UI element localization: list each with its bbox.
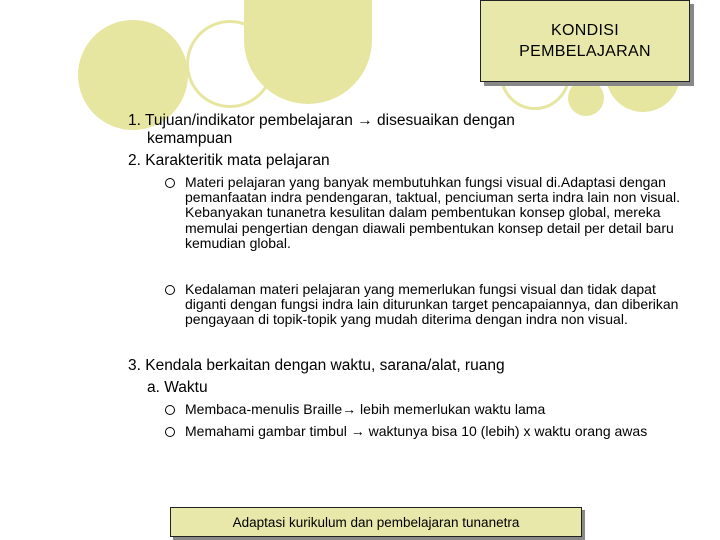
item-2-bullet-1-text: Materi pelajaran yang banyak membutuhkan fungsi visual di.Adaptasi dengan pemanfaatan indra pendengaran, taktual, penciuman serta indra lain non visual. Kebanyakan tunanetra kesulitan dalam pembentukan konsep global, mereka memulai pengertian dengan diawali pembentukan konsep detail per detail baru kemudian global. [185, 174, 680, 251]
item-2-bullet-2-text: Kedalaman materi pelajaran yang memerlukan fungsi visual dan tidak dapat diganti dengan fungsi indra lain diturunkan target pencapaiannya, dan diberikan pengayaan di topik-topik yang mudah diterima dengan indra non visual. [185, 281, 679, 328]
item-3-sub-heading: a. Waktu [147, 379, 208, 396]
bullet-circle-icon [165, 285, 175, 295]
item-1-line-2: kemampuan [147, 130, 233, 147]
footer-text: Adaptasi kurikulum dan pembelajaran tunanetra [232, 514, 520, 530]
item-2-heading: 2. Karakteritik mata pelajaran [128, 152, 330, 169]
item-3-bullet-1-text: Membaca-menulis Braille→ lebih memerlukan waktu lama [185, 401, 546, 417]
bullet-circle-icon [165, 427, 175, 437]
item-1-line-1: 1. Tujuan/indikator pembelajaran → disesuaikan dengan [128, 112, 515, 129]
bullet-circle-icon [165, 178, 175, 188]
title-line-2: PEMBELAJARAN [519, 43, 651, 60]
item-3-bullet-2-text: Memahami gambar timbul → waktunya bisa 10 (lebih) x waktu orang awas [185, 423, 648, 439]
item-3-heading: 3. Kendala berkaitan dengan waktu, sarana/alat, ruang [128, 357, 505, 374]
bullet-circle-icon [165, 405, 175, 415]
footer-caption [170, 507, 582, 537]
title-line-1: KONDISI [551, 22, 619, 39]
